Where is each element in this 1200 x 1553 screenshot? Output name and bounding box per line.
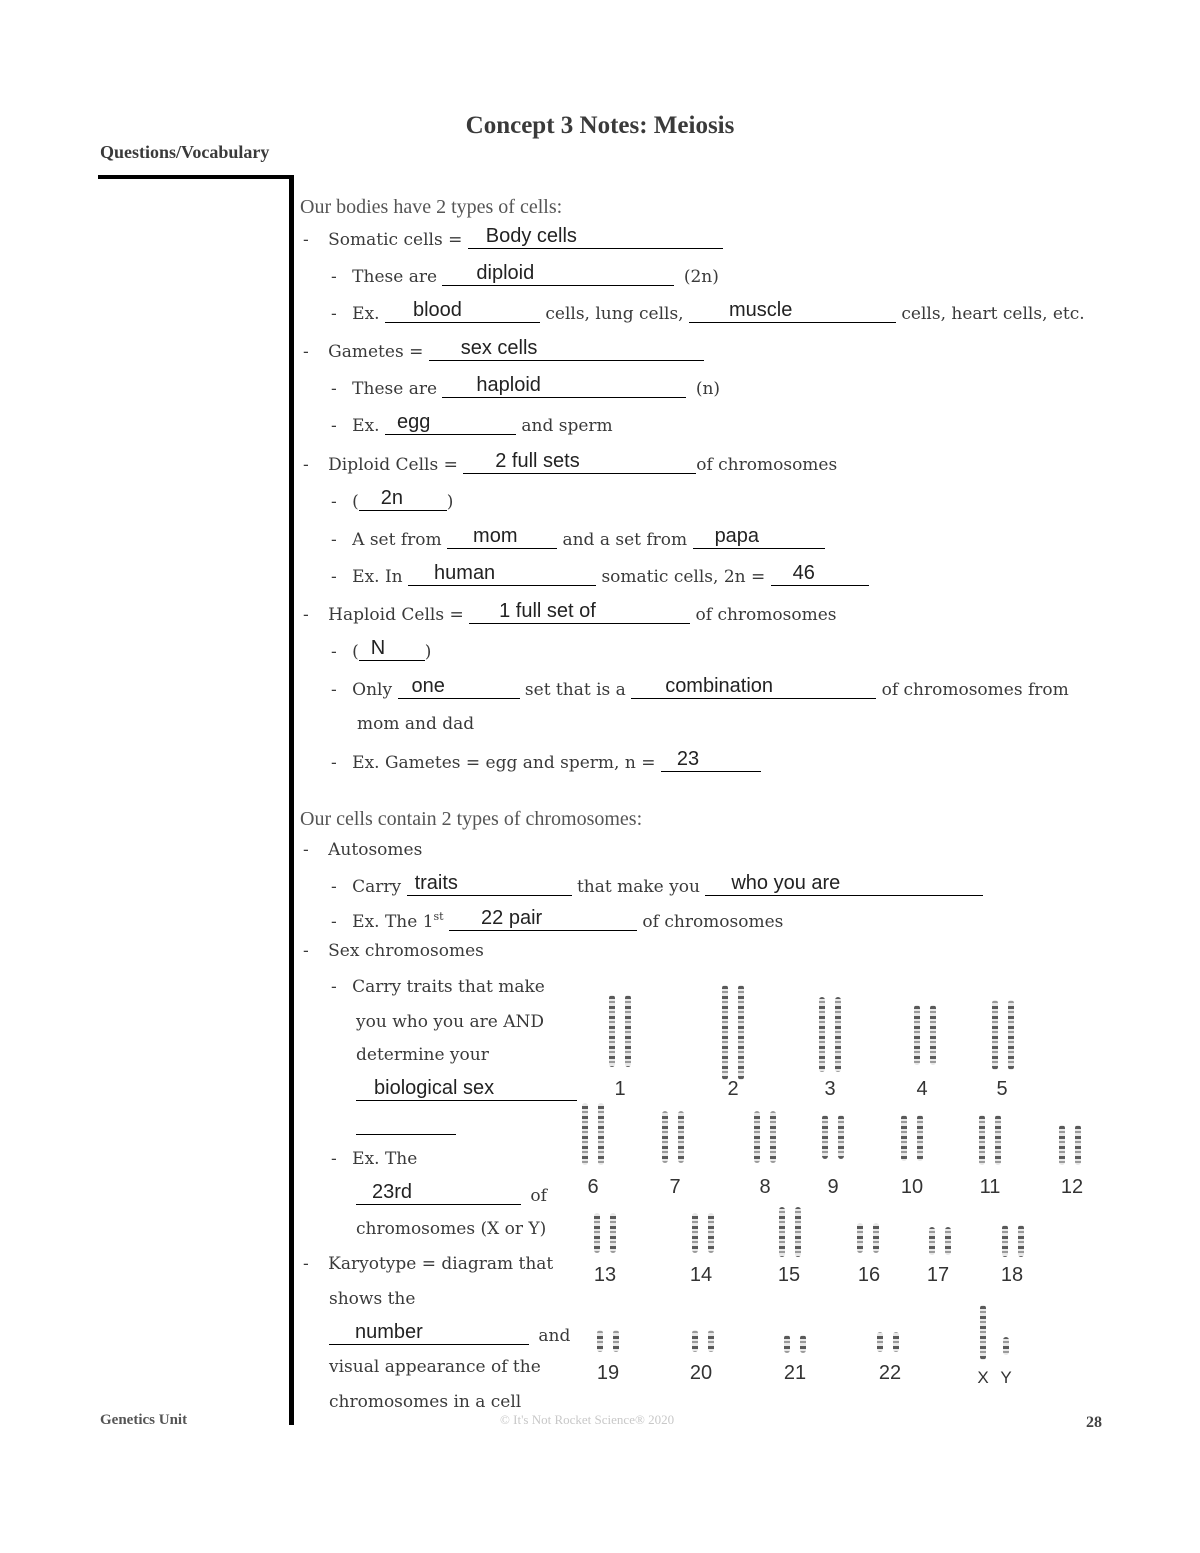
diploid-answer: 2 full sets (495, 450, 580, 472)
chromosome-label-18: 18 (1000, 1264, 1024, 1286)
chromosome-14-b (708, 1213, 714, 1253)
diploid-symbol-answer: 2n (380, 487, 404, 509)
bullet-dash: - (331, 912, 337, 932)
chromosome-2-a (722, 985, 728, 1080)
chromosome-3-b (835, 997, 841, 1072)
first-pairs-blank[interactable] (449, 907, 637, 931)
chromosome-11-b (995, 1115, 1001, 1165)
and-text: and (538, 1326, 571, 1346)
only-blank-2[interactable] (631, 675, 876, 699)
chromosome-label-12: 12 (1060, 1176, 1084, 1198)
chromosome-4-a (914, 1005, 920, 1065)
chromosome-12-a (1059, 1125, 1065, 1165)
karyotype-line-2: shows the (329, 1289, 416, 1309)
bullet-dash: - (331, 977, 337, 997)
haploid-blank[interactable] (469, 600, 690, 624)
carry-middle-text: that make you (576, 877, 700, 897)
carry-answer-2: who you are (731, 872, 841, 894)
chromosome-label-2: 2 (727, 1078, 739, 1100)
chromosome-19-b (613, 1330, 619, 1352)
chromosome-1-a (609, 995, 615, 1067)
chromosome-22-a (877, 1332, 883, 1352)
chromosome-8-a (754, 1111, 760, 1163)
diploid-symbol-line (331, 487, 454, 512)
chromosome-label-16: 16 (857, 1264, 881, 1286)
chromosome-7-a (662, 1111, 668, 1163)
example-middle-text: cells, lung cells, (545, 304, 684, 324)
haploid-symbol-line (331, 637, 432, 662)
chromosome-22-b (893, 1332, 899, 1352)
human-line (331, 562, 869, 587)
sex-chromosomes-label: Sex chromosomes (328, 941, 484, 961)
somatic-ploidy-blank[interactable] (442, 262, 674, 286)
chromosome-5-b (1008, 1000, 1014, 1070)
gametes-example-blank[interactable] (385, 411, 516, 435)
carry-traits-line-2: you who you are AND (356, 1012, 545, 1032)
somatic-example-blank-1[interactable] (385, 299, 540, 323)
page-title: Concept 3 Notes: Meiosis (465, 112, 735, 139)
chromosome-label-7: 7 (669, 1176, 681, 1198)
set-from-line (331, 525, 825, 550)
chromosome-16-b (873, 1223, 879, 1253)
ex-in-label: Ex. In (352, 567, 403, 587)
somatic-ploidy-line (331, 262, 719, 287)
gametes-n-blank[interactable] (661, 748, 761, 772)
carry-label: Carry (352, 877, 402, 897)
gametes-label: Gametes = (328, 342, 424, 362)
gametes-line (303, 337, 704, 362)
chromosome-count-blank[interactable] (771, 562, 869, 586)
only-line-continued: mom and dad (357, 714, 475, 734)
chromosome-13-a (594, 1213, 600, 1253)
chromosome-3-a (819, 997, 825, 1072)
chromosome-label-11: 11 (979, 1176, 1001, 1198)
chromosome-1-b (625, 995, 631, 1067)
somatic-line (303, 225, 723, 250)
karyotype-line-1 (303, 1254, 553, 1274)
chromosome-label-5: 5 (996, 1078, 1008, 1100)
extra-blank-line[interactable] (356, 1134, 456, 1135)
chromosome-18-b (1018, 1225, 1024, 1257)
chromosome-label-17: 17 (926, 1264, 950, 1286)
set-from-blank-2[interactable] (693, 525, 825, 549)
karyotype-definition: Karyotype = diagram that (328, 1254, 554, 1274)
karyotype-blank[interactable] (329, 1321, 529, 1345)
carry-blank-1[interactable] (407, 872, 572, 896)
somatic-blank[interactable] (468, 225, 723, 249)
bullet-dash: - (303, 342, 309, 362)
gametes-blank[interactable] (429, 337, 704, 361)
example-end-text: cells, heart cells, etc. (901, 304, 1085, 324)
chromosome-9-b (838, 1115, 844, 1159)
footer-copyright: © It's Not Rocket Science® 2020 (500, 1412, 675, 1427)
gametes-ploidy-line (331, 374, 721, 399)
haploid-symbol-blank[interactable] (359, 637, 425, 661)
chromosome-6-a (582, 1103, 588, 1165)
paren-open: ( (352, 492, 359, 512)
chromosome-7-b (678, 1111, 684, 1163)
biological-sex-line (356, 1077, 577, 1102)
chromosome-label-3: 3 (824, 1078, 836, 1100)
karyotype-line-4: chromosomes in a cell (329, 1392, 522, 1412)
chromosome-9-a (822, 1115, 828, 1159)
gametes-n-line (331, 748, 761, 773)
set-from-label: A set from (352, 530, 442, 550)
chromosome-20-a (692, 1330, 698, 1352)
chromosome-15-b (795, 1207, 801, 1257)
somatic-example-line (331, 299, 1085, 324)
chromosome-20-b (708, 1330, 714, 1352)
karyotype-answer: number (355, 1321, 423, 1343)
ploidy-symbol: (n) (695, 379, 721, 399)
chromosome-label-19: 19 (596, 1362, 620, 1384)
column-divider-vertical (289, 175, 294, 1425)
gametes-ploidy-blank[interactable] (442, 374, 686, 398)
gametes-n-answer: 23 (676, 748, 700, 770)
of-text: of (530, 1186, 547, 1206)
somatic-example-blank-2[interactable] (689, 299, 896, 323)
ex-the-23rd-line (331, 1149, 417, 1169)
x-or-y-line: chromosomes (X or Y) (356, 1219, 547, 1239)
somatic-example-answer-1: blood (412, 299, 462, 321)
chromosomes-heading: Our cells contain 2 types of chromosomes: (300, 808, 643, 830)
human-blank[interactable] (408, 562, 596, 586)
bullet-dash: - (331, 267, 337, 287)
paren-close: ) (424, 642, 432, 662)
diploid-line (303, 450, 838, 475)
haploid-end-text: of chromosomes (695, 605, 837, 625)
haploid-label: Haploid Cells = (328, 605, 464, 625)
chromosome-4-b (930, 1005, 936, 1065)
chromosome-2-b (738, 985, 744, 1080)
diploid-end-text: of chromosomes (696, 455, 838, 475)
bullet-dash: - (331, 492, 337, 512)
bullet-dash: - (331, 567, 337, 587)
example-label: Ex. (352, 304, 380, 324)
chromosome-label-1: 1 (614, 1078, 626, 1100)
sex-chromosomes-line (303, 941, 484, 961)
carry-traits-line-3: determine your (356, 1045, 489, 1065)
only-label: Only (352, 680, 393, 700)
karyotype-line-3: visual appearance of the (329, 1357, 541, 1377)
biological-sex-answer: biological sex (374, 1077, 495, 1099)
chromosome-6-b (598, 1103, 604, 1165)
paren-open: ( (352, 642, 359, 662)
cells-heading: Our bodies have 2 types of cells: (300, 196, 563, 218)
chromosome-12-b (1075, 1125, 1081, 1165)
chromosome-17-a (929, 1227, 935, 1255)
bullet-dash: - (331, 877, 337, 897)
carry-traits-line-1 (331, 977, 545, 997)
chromosome-5-a (992, 1000, 998, 1070)
bullet-dash: - (303, 1254, 309, 1274)
chromosome-label-14: 14 (689, 1264, 713, 1286)
gametes-example-answer: egg (396, 411, 431, 433)
chromosome-label-13: 13 (593, 1264, 617, 1286)
bullet-dash: - (331, 304, 337, 324)
chromosome-19-a (597, 1330, 603, 1352)
karyotype-diagram (575, 975, 1095, 1395)
first-pairs-line (331, 907, 784, 932)
gametes-ploidy-answer: haploid (476, 374, 541, 396)
chromosome-10-a (901, 1115, 907, 1161)
chromosome-label-6: 6 (587, 1176, 599, 1198)
chromosome-10-b (917, 1115, 923, 1161)
chromosome-18-a (1002, 1225, 1008, 1257)
ex-gametes-label: Ex. Gametes = egg and sperm, n = (352, 753, 656, 773)
superscript-st: st (433, 910, 444, 923)
these-are-label: These are (352, 379, 438, 399)
bullet-dash: - (303, 605, 309, 625)
23rd-blank-line (356, 1181, 547, 1206)
somatic-label: Somatic cells = (328, 230, 463, 250)
ex-the-label: Ex. The (352, 1149, 418, 1169)
chromosome-label-8: 8 (759, 1176, 771, 1198)
bullet-dash: - (303, 230, 309, 250)
diploid-label: Diploid Cells = (328, 455, 458, 475)
footer-unit: Genetics Unit (100, 1412, 188, 1428)
example-end-text: and sperm (521, 416, 613, 436)
set-from-answer-2: papa (714, 525, 760, 547)
bullet-dash: - (303, 840, 309, 860)
chromosome-21-a (784, 1335, 790, 1353)
set-from-blank-1[interactable] (447, 525, 557, 549)
bullet-dash: - (331, 680, 337, 700)
chromosome-label-X: X (977, 1368, 989, 1387)
chromosome-label-15: 15 (777, 1264, 801, 1286)
chromosome-pairs (582, 985, 1084, 1360)
diploid-blank[interactable] (463, 450, 696, 474)
these-are-label: These are (352, 267, 438, 287)
chromosome-label-4: 4 (916, 1078, 928, 1100)
somatic-example-answer-2: muscle (728, 299, 793, 321)
bullet-dash: - (331, 379, 337, 399)
only-answer-1: one (411, 675, 445, 697)
chromosome-17-b (945, 1227, 951, 1255)
haploid-symbol-answer: N (370, 637, 386, 659)
first-pairs-end-text: of chromosomes (642, 912, 784, 932)
ex-the-label: Ex. The 1 (352, 912, 434, 932)
carry-blank-2[interactable] (705, 872, 983, 896)
haploid-line (303, 600, 837, 625)
23rd-blank[interactable] (356, 1181, 521, 1205)
23rd-answer: 23rd (372, 1181, 413, 1203)
questions-vocabulary-label: Questions/Vocabulary (100, 142, 270, 162)
chromosome-Y (1003, 1337, 1009, 1355)
carry-answer-1: traits (414, 872, 458, 894)
bullet-dash: - (331, 416, 337, 436)
chromosome-label-10: 10 (900, 1176, 924, 1198)
bullet-dash: - (303, 941, 309, 961)
ex-in-middle-text: somatic cells, 2n = (601, 567, 766, 587)
only-blank-1[interactable] (398, 675, 520, 699)
carry-traits-text: Carry traits that make (352, 977, 545, 997)
chromosome-16-a (857, 1223, 863, 1253)
column-divider-horizontal (98, 175, 293, 179)
bullet-dash: - (331, 753, 337, 773)
paren-close: ) (446, 492, 454, 512)
carry-line (331, 872, 983, 897)
bullet-dash: - (331, 642, 337, 662)
chromosome-count-answer: 46 (792, 562, 815, 584)
chromosome-label-Y: Y (1000, 1368, 1012, 1387)
somatic-answer: Body cells (485, 225, 577, 247)
human-answer: human (434, 562, 496, 584)
first-pairs-answer: 22 pair (481, 907, 543, 929)
bullet-dash: - (303, 455, 309, 475)
example-label: Ex. (352, 416, 380, 436)
ploidy-symbol: (2n) (683, 267, 719, 287)
chromosome-label-20: 20 (689, 1362, 713, 1384)
chromosome-8-b (770, 1111, 776, 1163)
chromosome-label-22: 22 (878, 1362, 902, 1384)
page-number: 28 (1086, 1414, 1102, 1431)
bullet-dash: - (331, 530, 337, 550)
chromosome-13-b (610, 1213, 616, 1253)
gametes-answer: sex cells (460, 337, 538, 359)
chromosome-14-a (692, 1213, 698, 1253)
set-from-answer-1: mom (473, 525, 518, 547)
biological-sex-blank[interactable] (356, 1077, 577, 1101)
chromosome-label-9: 9 (827, 1176, 839, 1198)
only-answer-2: combination (665, 675, 774, 697)
karyotype-number-line (329, 1321, 571, 1346)
chromosome-11-a (979, 1115, 985, 1165)
bullet-dash: - (331, 1149, 337, 1169)
chromosome-X (980, 1305, 986, 1360)
autosomes-label: Autosomes (328, 840, 423, 860)
somatic-ploidy-answer: diploid (476, 262, 535, 284)
haploid-answer: 1 full set of (499, 600, 596, 622)
only-end-text: of chromosomes from (881, 680, 1069, 700)
diploid-symbol-blank[interactable] (359, 487, 447, 511)
set-from-middle-text: and a set from (562, 530, 688, 550)
chromosome-15-a (779, 1207, 785, 1257)
autosomes-line (303, 840, 422, 860)
only-middle-text: set that is a (524, 680, 626, 700)
chromosome-21-b (800, 1335, 806, 1353)
chromosome-label-21: 21 (783, 1362, 807, 1384)
only-line (331, 675, 1069, 700)
gametes-example-line (331, 411, 613, 436)
